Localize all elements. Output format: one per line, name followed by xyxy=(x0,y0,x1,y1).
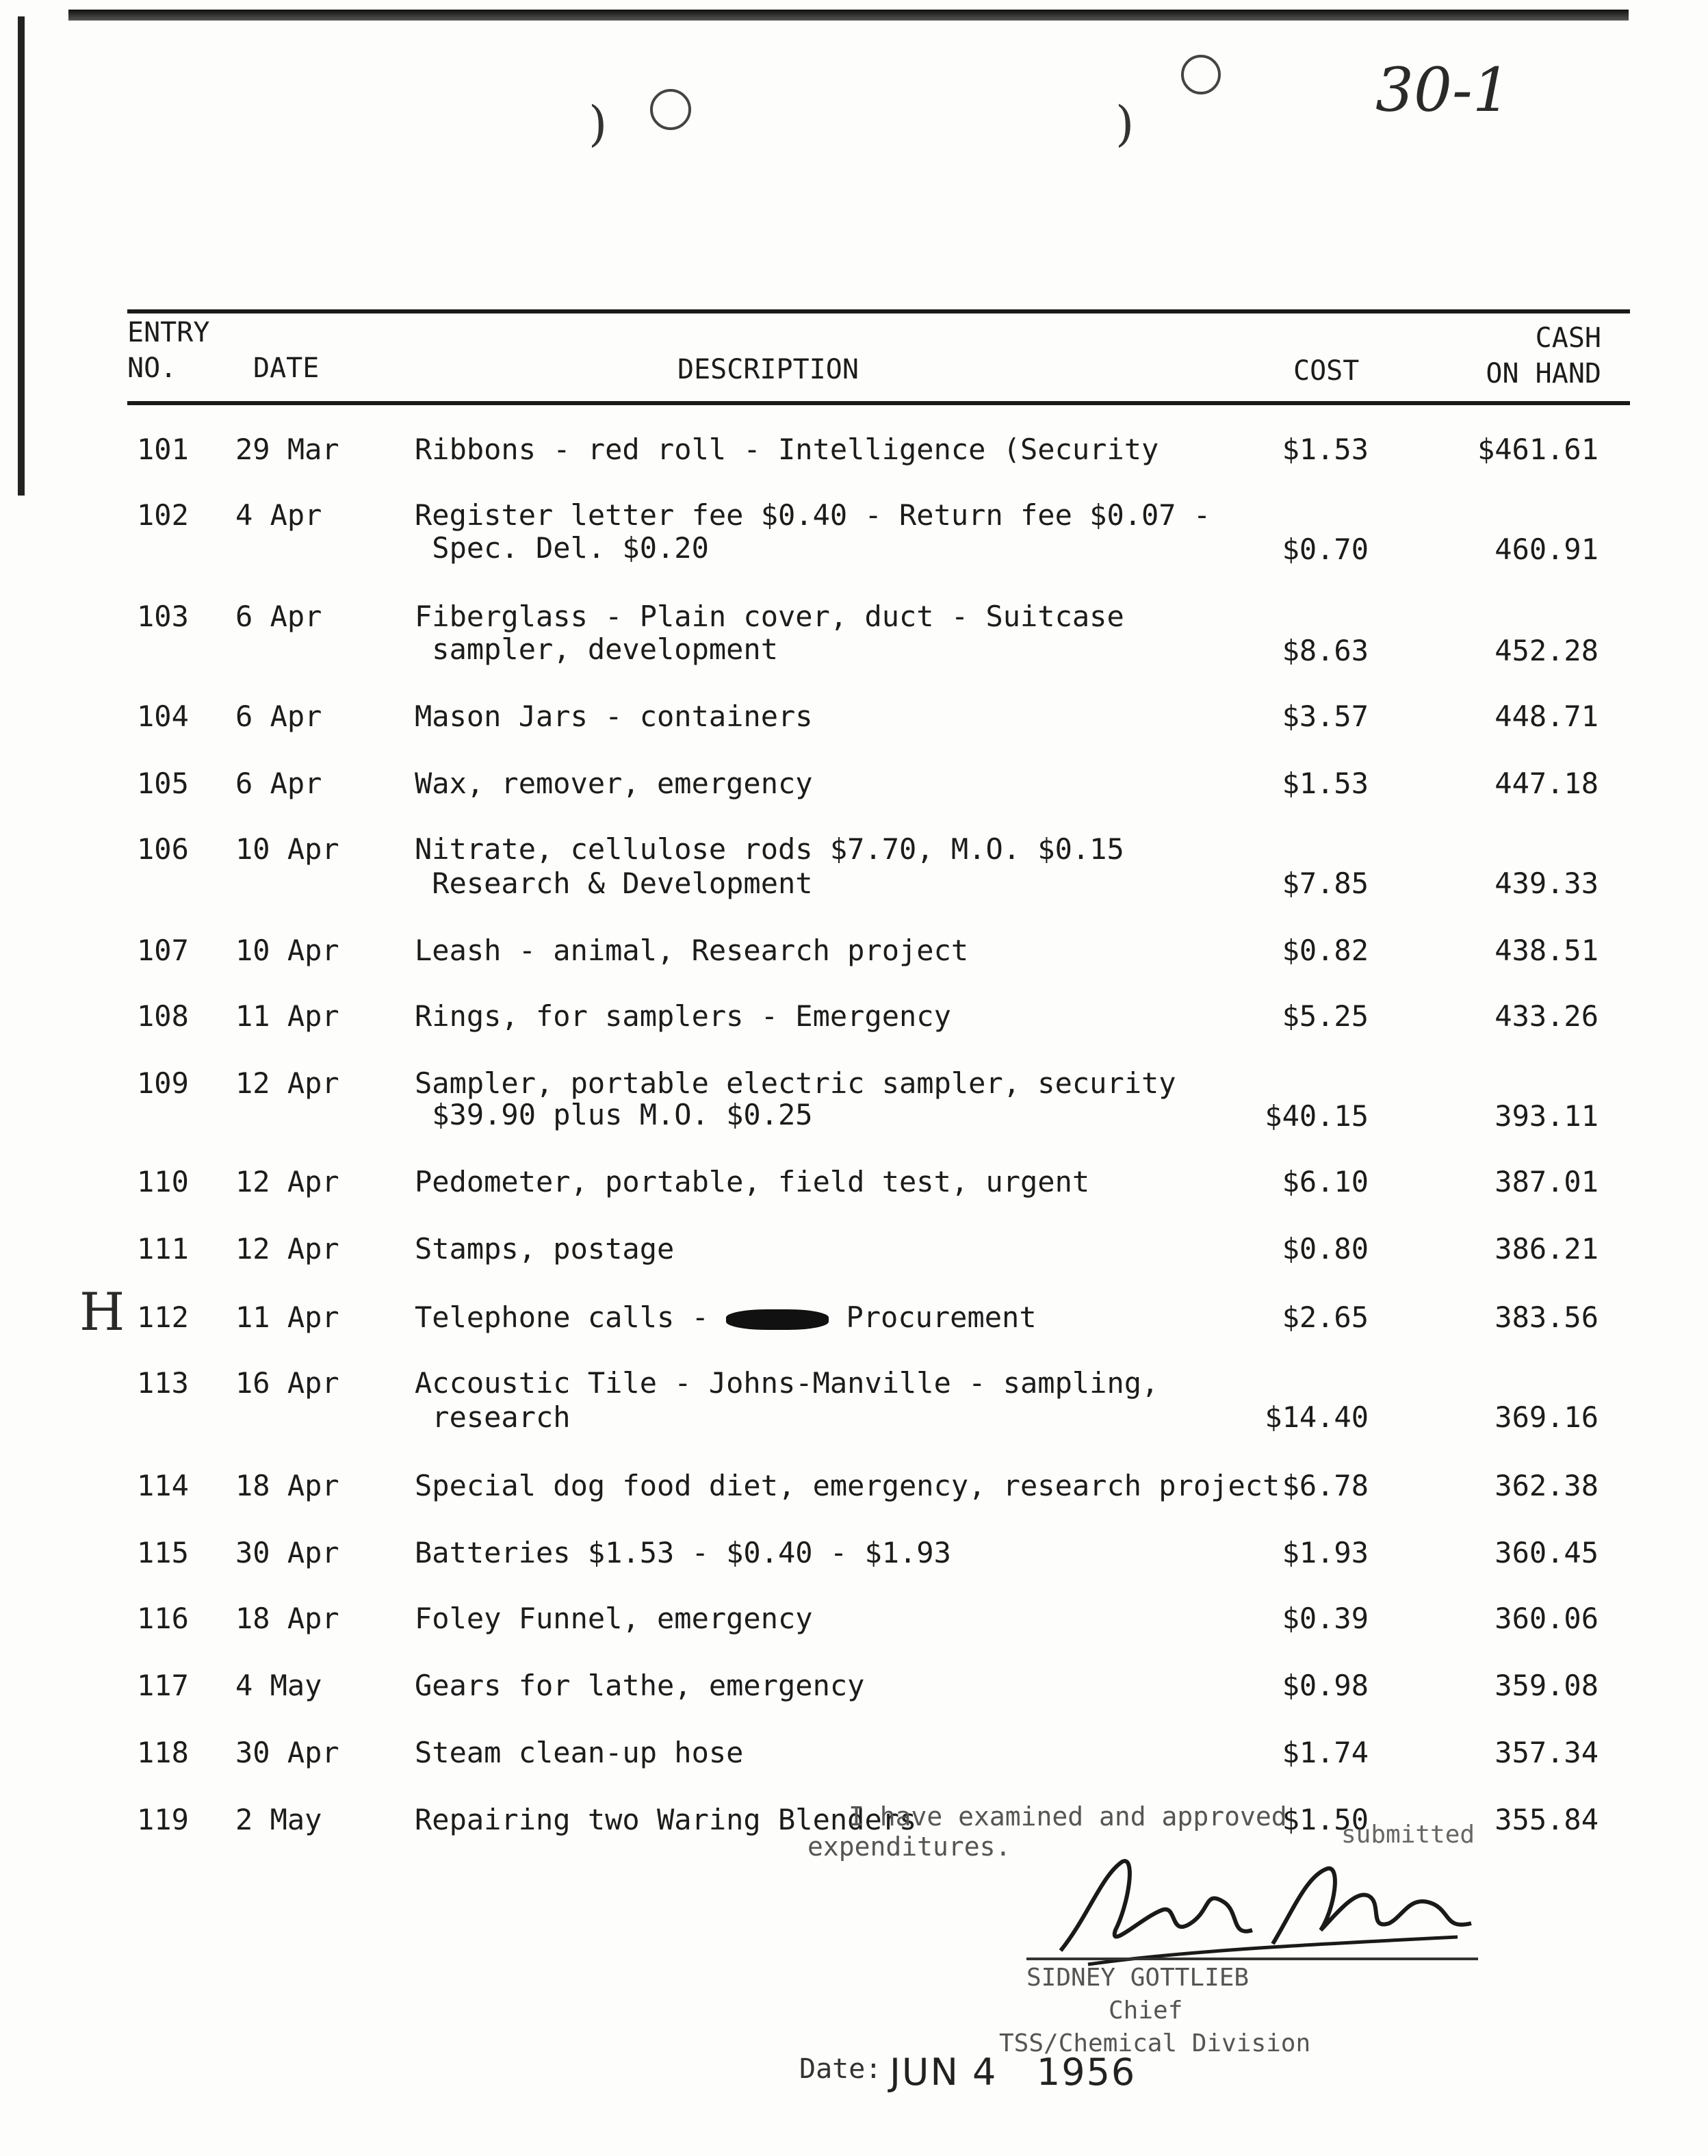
header-cash-on-hand: CASH ON HAND xyxy=(1486,322,1601,389)
entry-description-continued: $39.90 plus M.O. $0.25 xyxy=(415,1098,813,1131)
scribble-mark: ) xyxy=(588,96,608,152)
entry-cash-on-hand: 355.84 xyxy=(1494,1803,1599,1836)
entry-date: 6 Apr xyxy=(235,767,322,800)
entry-date: 4 May xyxy=(235,1669,322,1702)
header-description: DESCRIPTION xyxy=(677,354,859,385)
entry-cash-on-hand: 383.56 xyxy=(1494,1300,1599,1334)
entry-date: 10 Apr xyxy=(235,832,339,866)
scan-left-edge xyxy=(18,16,25,496)
entry-cost: $2.65 xyxy=(1282,1300,1369,1334)
entry-no: 112 xyxy=(137,1300,189,1334)
file-reference-handwritten: 30-1 xyxy=(1375,55,1511,125)
approval-line-2: expenditures. xyxy=(807,1832,1011,1862)
entry-description: Nitrate, cellulose rods $7.70, M.O. $0.15 xyxy=(415,832,1124,866)
entry-no: 101 xyxy=(137,433,189,466)
entry-no: 114 xyxy=(137,1469,189,1502)
entry-no: 110 xyxy=(137,1165,189,1198)
entry-date: 6 Apr xyxy=(235,700,322,733)
entry-cash-on-hand: 387.01 xyxy=(1494,1165,1599,1198)
entry-date: 18 Apr xyxy=(235,1602,339,1635)
entry-description: Batteries $1.53 - $0.40 - $1.93 xyxy=(415,1536,951,1569)
entry-cash-on-hand: 452.28 xyxy=(1494,634,1599,667)
entry-cash-on-hand: 433.26 xyxy=(1494,999,1599,1033)
entry-no: 119 xyxy=(137,1803,189,1836)
entry-no: 115 xyxy=(137,1536,189,1569)
header-cost: COST xyxy=(1293,355,1360,387)
header-date: DATE xyxy=(253,352,320,384)
entry-no: 106 xyxy=(137,832,189,866)
entry-cash-on-hand: 447.18 xyxy=(1494,767,1599,800)
header-entry-no: ENTRY NO. xyxy=(127,317,210,384)
table-header-rule xyxy=(127,401,1630,405)
entry-cash-on-hand: 439.33 xyxy=(1494,867,1599,900)
signature-line xyxy=(1026,1958,1478,1960)
entry-description-text: Telephone calls - xyxy=(415,1300,709,1334)
entry-no: 103 xyxy=(137,600,189,633)
signer-name: SIDNEY GOTTLIEB xyxy=(1026,1964,1250,1992)
entry-cash-on-hand: 362.38 xyxy=(1494,1469,1599,1502)
entry-no: 108 xyxy=(137,999,189,1033)
signer-title: Chief xyxy=(1109,1997,1183,2025)
entry-date: 12 Apr xyxy=(235,1232,339,1266)
entry-date: 18 Apr xyxy=(235,1469,339,1502)
entry-cash-on-hand: 460.91 xyxy=(1494,532,1599,566)
entry-cash-on-hand: 360.06 xyxy=(1494,1602,1599,1635)
entry-description: Pedometer, portable, field test, urgent xyxy=(415,1165,1090,1198)
entry-description: Ribbons - red roll - Intelligence (Security xyxy=(415,433,1159,466)
entry-date: 30 Apr xyxy=(235,1736,339,1769)
entry-cost: $14.40 xyxy=(1265,1400,1369,1434)
scribble-mark: ) xyxy=(1115,96,1135,152)
date-stamp: JUN 4 1956 xyxy=(890,2051,1137,2094)
entry-cost: $3.57 xyxy=(1282,700,1369,733)
entry-cash-on-hand: 393.11 xyxy=(1494,1099,1599,1133)
redaction-mark xyxy=(726,1309,829,1330)
entry-date: 30 Apr xyxy=(235,1536,339,1569)
punch-hole-mark xyxy=(1181,55,1221,94)
entry-description: Gears for lathe, emergency xyxy=(415,1669,865,1702)
entry-cost: $1.93 xyxy=(1282,1536,1369,1569)
entry-description: Repairing two Waring Blenders xyxy=(415,1803,917,1836)
entry-cost: $0.98 xyxy=(1282,1669,1369,1702)
entry-cost: $1.74 xyxy=(1282,1736,1369,1769)
entry-no: 107 xyxy=(137,934,189,967)
entry-description-text-after: Procurement xyxy=(846,1300,1037,1334)
entry-description-continued: research xyxy=(415,1400,571,1434)
entry-date: 4 Apr xyxy=(235,498,322,532)
entry-description: Steam clean-up hose xyxy=(415,1736,744,1769)
entry-cash-on-hand: 386.21 xyxy=(1494,1232,1599,1266)
entry-description: Stamps, postage xyxy=(415,1232,675,1266)
entry-description: Register letter fee $0.40 - Return fee $0.07 - xyxy=(415,498,1211,532)
entry-cash-on-hand: 448.71 xyxy=(1494,700,1599,733)
approval-submitted: submitted xyxy=(1341,1821,1475,1849)
entry-no: 117 xyxy=(137,1669,189,1702)
entry-cost: $1.53 xyxy=(1282,433,1369,466)
entry-date: 12 Apr xyxy=(235,1165,339,1198)
entry-date: 12 Apr xyxy=(235,1066,339,1100)
entry-no: 102 xyxy=(137,498,189,532)
entry-description: Rings, for samplers - Emergency xyxy=(415,999,951,1033)
margin-handwritten-mark: H xyxy=(79,1281,125,1342)
entry-description-continued: Spec. Del. $0.20 xyxy=(415,531,709,565)
entry-cost: $0.39 xyxy=(1282,1602,1369,1635)
entry-description: Foley Funnel, emergency xyxy=(415,1602,813,1635)
entry-description: Sampler, portable electric sampler, security xyxy=(415,1066,1176,1100)
signer-block xyxy=(999,1962,1311,2060)
entry-description-continued: Research & Development xyxy=(415,867,813,900)
entry-date: 2 May xyxy=(235,1803,322,1836)
entry-description: Special dog food diet, emergency, research project xyxy=(415,1469,1280,1502)
entry-cost: $8.63 xyxy=(1282,634,1369,667)
entry-description xyxy=(415,1300,1037,1335)
scan-top-edge xyxy=(68,10,1629,21)
entry-date: 11 Apr xyxy=(235,1300,339,1334)
entry-cost: $5.25 xyxy=(1282,999,1369,1033)
entry-cash-on-hand: 359.08 xyxy=(1494,1669,1599,1702)
entry-cost: $40.15 xyxy=(1265,1099,1369,1133)
table-top-rule xyxy=(127,309,1630,313)
entry-no: 105 xyxy=(137,767,189,800)
punch-hole-mark xyxy=(650,89,691,130)
entry-cash-on-hand: 357.34 xyxy=(1494,1736,1599,1769)
entry-description: Accoustic Tile - Johns-Manville - sampling, xyxy=(415,1366,1159,1400)
entry-date: 29 Mar xyxy=(235,433,339,466)
entry-cost: $7.85 xyxy=(1282,867,1369,900)
entry-date: 11 Apr xyxy=(235,999,339,1033)
entry-date: 6 Apr xyxy=(235,600,322,633)
entry-date: 16 Apr xyxy=(235,1366,339,1400)
entry-cost: $6.78 xyxy=(1282,1469,1369,1502)
entry-description-continued: sampler, development xyxy=(415,632,779,666)
entry-description: Fiberglass - Plain cover, duct - Suitcase xyxy=(415,600,1124,633)
entry-cost: $1.53 xyxy=(1282,767,1369,800)
date-label: Date: xyxy=(799,2053,882,2085)
entry-cash-on-hand: 438.51 xyxy=(1494,934,1599,967)
entry-description: Leash - animal, Research project xyxy=(415,934,969,967)
entry-description: Wax, remover, emergency xyxy=(415,767,813,800)
entry-cost: $0.80 xyxy=(1282,1232,1369,1266)
entry-no: 118 xyxy=(137,1736,189,1769)
entry-no: 104 xyxy=(137,700,189,733)
entry-description: Mason Jars - containers xyxy=(415,700,813,733)
entry-cost: $0.70 xyxy=(1282,532,1369,566)
entry-cost: $1.50 xyxy=(1282,1803,1369,1836)
handwritten-signature xyxy=(1047,1848,1485,1971)
entry-no: 116 xyxy=(137,1602,189,1635)
entry-date: 10 Apr xyxy=(235,934,339,967)
entry-cash-on-hand: 369.16 xyxy=(1494,1400,1599,1434)
entry-cash-on-hand: 360.45 xyxy=(1494,1536,1599,1569)
entry-no: 113 xyxy=(137,1366,189,1400)
entry-cash-on-hand: $461.61 xyxy=(1477,433,1599,466)
entry-cost: $6.10 xyxy=(1282,1165,1369,1198)
entry-no: 109 xyxy=(137,1066,189,1100)
signer-division: TSS/Chemical Division xyxy=(999,2029,1311,2057)
approval-line-1: I have examined and approved xyxy=(849,1801,1287,1832)
entry-no: 111 xyxy=(137,1232,189,1266)
entry-cost: $0.82 xyxy=(1282,934,1369,967)
